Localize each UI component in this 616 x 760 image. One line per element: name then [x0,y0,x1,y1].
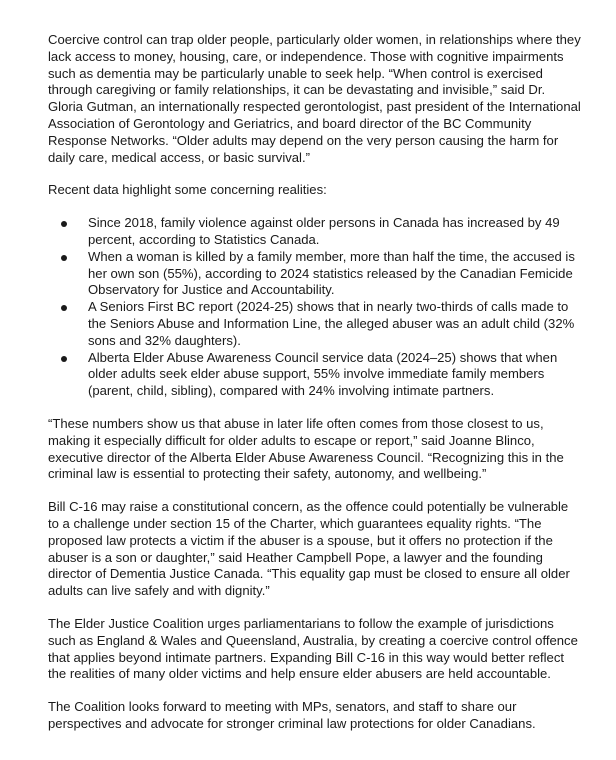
paragraph-coalition-closing: The Coalition looks forward to meeting with MPs, senators, and staff to share our perspectives and advocate for stronger criminal law protections for older Canadians. [48,699,536,731]
bullet-text: Alberta Elder Abuse Awareness Council service data (2024–25) shows that when older adults seek elder abuse support, 55% involve immediate family members (parent, child, sibling), compared with 24% involving intimate partners. [88,349,558,399]
paragraph-coercive-control: Coercive control can trap older people, particularly older women, in relationships where they lack access to money, housing, care, or independence. Those with cognitive impairments such as dementia may be particularly unable to seek help. “When control is exercised through caregiving or family relationships, it can be devastating and invisible,” said Dr. Gloria Gutman, an internationally respected gerontologist, past president of the International Association of Gerontology and Geriatrics, and board director of the BC Community Response Networks. “Older adults may depend on the very person causing the harm for daily care, medical access, or basic survival.” [48,32,581,165]
bullet-text: When a woman is killed by a family member, more than half the time, the accused is her own son (55%), according to 2024 statistics released by the Canadian Femicide Observatory for Justice and Accountability. [88,248,575,298]
statistics-bullet-list [48,215,582,400]
bullet-text: A Seniors First BC report (2024-25) shows that in nearly two-thirds of calls made to the Seniors Abuse and Information Line, the alleged abuser was an adult child (32% sons and 32% daughters). [88,299,575,348]
paragraph-bill-c16-constitutional: Bill C-16 may raise a constitutional concern, as the offence could potentially be vulnerable to a challenge under section 15 of the Charter, which guarantees equality rights. “The proposed law protects a victim if the abuser is a spouse, but it offers no protection if the abuser is a son or daughter,” said Heather Campbell Pope, a lawyer and the founding director of Dementia Justice Canada. “This equality gap must be closed to ensure all older adults can live safely and with dignity.” [48,499,570,599]
bullet-icon [61,221,67,227]
bullet-icon [61,305,67,311]
paragraph-coalition-urges: The Elder Justice Coalition urges parliamentarians to follow the example of jurisdictions such as England & Wales and Queensland, Australia, by creating a coercive control offence that applies beyond intimate partners. Expanding Bill C-16 in this way would better reflect the realities of many older victims and help ensure elder abusers are held accountable. [48,615,578,682]
document-page [48,32,582,749]
paragraph-blinco-quote: “These numbers show us that abuse in later life often comes from those closest to us, making it especially difficult for older adults to escape or report,” said Joanne Blinco, executive director of the Alberta Elder Abuse Awareness Council. “Recognizing this in the criminal law is essential to protecting their safety, autonomy, and wellbeing.” [48,415,564,482]
bullet-text: Since 2018, family violence against older persons in Canada has increased by 49 percent, according to Statistics Canada. [88,215,560,247]
bullet-icon [61,356,67,362]
list-item [48,215,582,249]
list-item [48,350,582,400]
paragraph-recent-data-intro: Recent data highlight some concerning realities: [48,182,327,198]
list-item [48,299,582,349]
bullet-icon [61,255,67,261]
list-item [48,249,582,299]
